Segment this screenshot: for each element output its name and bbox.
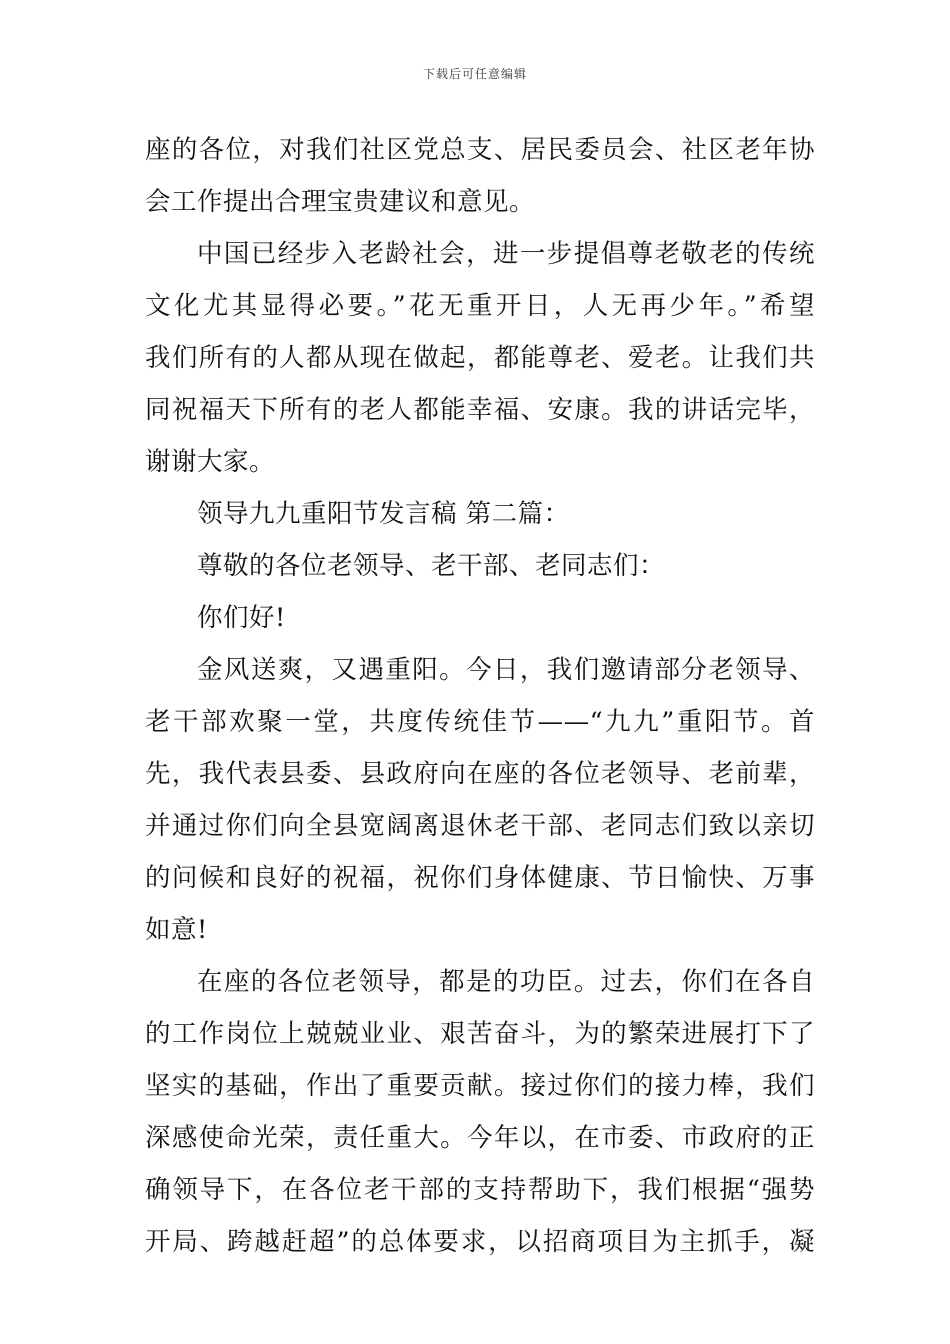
- document-body: [145, 124, 815, 1268]
- text-line: 文化尤其显得必要。”花无重开日，人无再少年。”希望: [145, 291, 815, 321]
- text-line: 金风送爽，又遇重阳。今日，我们邀请部分老领导、: [197, 655, 815, 685]
- text-line: 深感使命光荣，责任重大。今年以，在市委、市政府的正: [145, 1123, 815, 1153]
- text-line: 坚实的基础，作出了重要贡献。接过你们的接力棒，我们: [145, 1071, 815, 1101]
- text-line: 中国已经步入老龄社会，进一步提倡尊老敬老的传统: [197, 239, 815, 269]
- page-header: 下载后可任意编辑: [422, 67, 527, 81]
- text-line: 尊敬的各位老领导、老干部、老同志们：: [197, 551, 666, 581]
- text-line: 开局、跨越赶超”的总体要求，以招商项目为主抓手，凝: [145, 1227, 815, 1257]
- text-line: 的工作岗位上兢兢业业、艰苦奋斗，为的繁荣进展打下了: [145, 1019, 815, 1049]
- text-line: 先，我代表县委、县政府向在座的各位老领导、老前辈，: [145, 759, 815, 789]
- text-line: 领导九九重阳节发言稿 第二篇：: [197, 499, 570, 529]
- text-line: 你们好!: [197, 603, 286, 633]
- text-line: 谢谢大家。: [145, 447, 276, 477]
- text-line: 会工作提出合理宝贵建议和意见。: [145, 187, 536, 217]
- text-line: 的问候和良好的祝福，祝你们身体健康、节日愉快、万事: [145, 863, 815, 893]
- text-line: 并通过你们向全县宽阔离退休老干部、老同志们致以亲切: [145, 811, 815, 841]
- text-line: 老干部欢聚一堂，共度传统佳节——“九九”重阳节。首: [145, 707, 815, 737]
- text-line: 同祝福天下所有的老人都能幸福、安康。我的讲话完毕，: [145, 395, 815, 425]
- text-line: 座的各位，对我们社区党总支、居民委员会、社区老年协: [145, 135, 815, 165]
- text-line: 确领导下，在各位老干部的支持帮助下，我们根据“强势: [145, 1175, 815, 1205]
- text-line: 在座的各位老领导，都是的功臣。过去，你们在各自: [197, 967, 815, 997]
- text-line: 如意!: [145, 915, 208, 945]
- text-line: 我们所有的人都从现在做起，都能尊老、爱老。让我们共: [145, 343, 815, 373]
